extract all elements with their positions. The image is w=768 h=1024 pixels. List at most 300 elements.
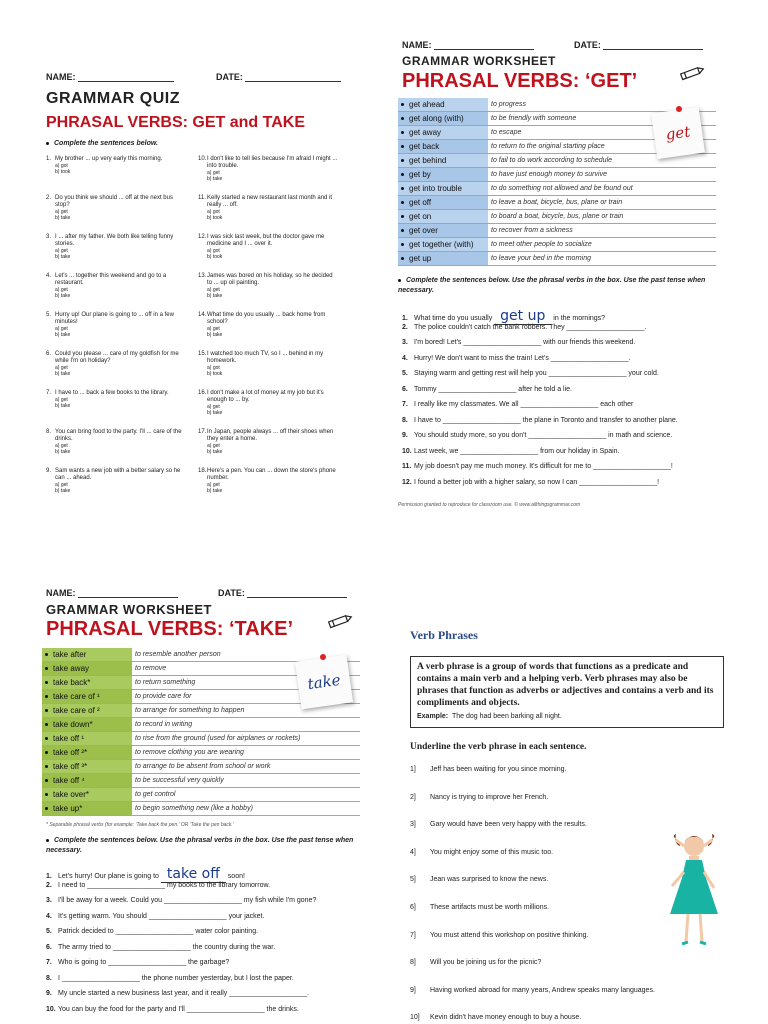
item-number: 2] [410,793,416,801]
phrasal-verb: take off ⁴ [53,776,85,785]
exercise-item [410,849,553,856]
table-row [398,168,716,182]
question-number: 3. [46,234,52,240]
table-row [42,802,360,816]
date-field [216,72,341,82]
option-b: b) take [207,332,223,338]
verb-cell [42,690,132,704]
phrasal-verb: take away [53,664,90,673]
worksheet-instructions: Complete the sentences below. Use the phrasal verbs in the box. Use the past tense when necessary. [46,837,354,854]
option-b: b) take [55,449,71,455]
question-text: Here's a pen. You can ... down the store's phone number. [207,468,336,481]
sentence-number: 7. [46,959,52,966]
sentence-number: 5. [402,370,408,377]
verb-cell [42,760,132,774]
option-b: b) take [55,293,71,299]
question-number: 7. [46,390,52,396]
pencil-icon [326,612,354,630]
sentence [402,324,646,331]
quiz-question [46,234,186,260]
option-b: b) took [207,254,223,260]
bullet-icon [45,765,48,768]
sentence [402,417,678,424]
option-a: a) got [207,248,220,254]
item-number: 10] [410,1014,420,1022]
exercise-item [410,904,549,911]
sentence-text: What time do you usually [414,315,495,322]
date-field [218,588,347,598]
quiz-question [198,351,338,377]
meaning-cell: to fail to do work according to schedule [488,154,716,168]
sentence [46,1006,299,1013]
phrasal-verb: get along (with) [409,114,464,123]
option-a: a) get [207,170,220,176]
sentence-text: The army tried to ____________________ the country during the war. [58,943,276,951]
meaning-cell: to escape [488,126,716,140]
option-b: b) took [207,371,223,377]
sentence-number: 4. [46,912,52,920]
phrasal-verb: get into trouble [409,184,462,193]
date-label: DATE: [218,588,245,598]
sentence-number: 7. [402,401,408,408]
meaning-cell: to be successful very quickly [132,774,360,788]
sentence [402,448,619,455]
take-worksheet-sheet [0,580,384,1024]
question-number: 12. [198,234,207,240]
phrasal-verb: get over [409,226,438,235]
question-number: 6. [46,351,52,357]
sentence-number: 9. [46,990,52,997]
item-text: Jean was surprised to know the news. [430,876,549,884]
exercise-item [410,766,566,773]
sentence-text: Hurry! We don't want to miss the train! Let's ____________________. [414,354,631,362]
question-text: Sam wants a new job with a better salary so he can ... ahead. [55,468,181,481]
handwritten-answer: take off [161,866,226,883]
verb-cell [398,252,488,266]
meaning-cell: to begin something new (like a hobby) [132,802,360,816]
option-b: b) take [207,176,223,182]
question-text: Could you please ... care of my goldfish for me while I'm on holiday? [55,351,179,364]
verb-cell [42,662,132,676]
quiz-subtitle: PHRASAL VERBS: GET and TAKE [46,114,305,131]
meaning-cell: to get control [132,788,360,802]
table-row [42,718,360,732]
option-a: a) get [55,482,68,488]
exercise-item [410,794,548,801]
question-number: 16. [198,390,207,396]
phrasal-verb: take off ³* [53,762,88,771]
option-a: a) get [55,326,68,332]
sentence [402,370,659,377]
phrasal-verb: take back* [53,678,91,687]
name-label: NAME: [46,588,76,598]
table-row [42,760,360,774]
quiz-question [46,351,186,377]
sentence-text: I'm bored! Let's ____________________ with our friends this weekend. [414,339,636,346]
option-a: a) get [55,287,68,293]
bullet-icon [45,737,48,740]
option-a: a) get [55,365,68,371]
option-b: b) take [55,371,71,377]
sentence-text: The police couldn't catch the bank robbers. They ____________________. [414,323,647,331]
quiz-question [198,468,338,494]
item-text: Nancy is trying to improve her French. [430,793,549,801]
bullet-icon [401,243,404,246]
question-text: In Japan, people always ... off their shoes when they enter a home. [207,429,334,442]
meaning-cell: to resemble another person [132,648,360,662]
bullet-icon [45,751,48,754]
sentence-text: My job doesn't pay me much money. It's difficult for me to ____________________! [414,463,673,470]
item-number: 9] [410,986,416,994]
question-text: James was bored on his holiday, so he decided to ... up oil painting. [207,273,333,286]
verb-cell [42,704,132,718]
quiz-question [198,273,338,299]
verb-cell [398,224,488,238]
definition-box [410,656,724,728]
sentence [402,386,572,393]
sentence [46,944,275,951]
handwritten-answer: get up [494,308,551,325]
option-a: a) got [55,163,68,169]
sentence-number: 4. [402,354,408,362]
question-number: 10. [198,156,207,162]
sentence-number: 9. [402,432,408,439]
option-a: a) get [207,326,220,332]
name-label: NAME: [402,40,432,50]
verb-cell [398,196,488,210]
sentence-number: 6. [402,385,408,393]
sentence-number: 5. [46,928,52,935]
question-text: I ... after my father. We both like telling funny stories. [55,234,174,247]
item-text: You might enjoy some of this music too. [430,848,554,856]
bullet-icon [45,709,48,712]
quiz-question [46,312,186,338]
bullet-icon [401,173,404,176]
sentence-number: 3. [402,339,408,346]
name-field [46,72,174,82]
item-number: 5] [410,876,416,884]
sentence [402,339,635,346]
sentence-text: You can buy the food for the party and I'll ____________________ the drinks. [58,1005,299,1013]
definition-text: A verb phrase is a group of words that functions as a predicate and contains a main verb and a helping verb. Verb phrases may also be phrases that function as adverbs or adjectives and contains a verb and its compliments and objects. [417,662,714,708]
meaning-cell: to record in writing [132,718,360,732]
sentence-number: 10. [46,1005,56,1013]
question-text: My brother ... up very early this morning. [55,156,163,162]
verb-cell [42,788,132,802]
item-number: 8] [410,959,416,967]
meaning-cell: to leave a boat, bicycle, bus, plane or train [488,196,716,210]
table-row [398,238,716,252]
exercise-item [410,932,589,939]
verb-cell [398,210,488,224]
phrasal-verb: take off ¹ [53,734,84,743]
table-row [398,252,716,266]
verb-cell [42,774,132,788]
item-text: You must attend this workshop on positive thinking. [430,931,589,939]
quiz-question [46,156,186,175]
phrasal-verb: get on [409,212,432,221]
sentence [402,479,659,486]
table-row [398,224,716,238]
option-a: a) get [207,404,220,410]
phrasal-verb: get behind [409,156,447,165]
table-row [42,774,360,788]
quiz-question [198,390,338,416]
bullet-icon [401,201,404,204]
quiz-question [46,468,186,494]
table-row [42,788,360,802]
sentence [402,401,633,408]
option-a: a) get [55,443,68,449]
bullet-icon [401,103,404,106]
sentence-text: I found a better job with a higher salary, so now I can ____________________! [414,478,660,486]
question-text: I was sick last week, but the doctor gave me medicine and I ... over it. [207,234,325,247]
table-row [42,732,360,746]
grammar-quiz-sheet [0,60,384,510]
option-b: b) take [55,488,71,494]
bullet-icon [401,145,404,148]
phrasal-verb: take care of ¹ [53,692,100,701]
question-text: Do you think we should ... off at the next bus stop? [55,195,173,208]
verb-cell [42,802,132,816]
sentence-text: I need to ____________________ my books to the library tomorrow. [58,881,271,889]
sentence-number: 8. [46,974,52,982]
item-number: 7] [410,931,416,939]
item-number: 3] [410,821,416,829]
sentence-text: Tommy ____________________ after he told a lie. [414,385,573,393]
question-number: 4. [46,273,52,279]
question-number: 9. [46,468,52,474]
phrasal-verb: take over* [53,790,90,799]
verb-phrases-sheet [384,620,768,1024]
get-worksheet-sheet [384,30,768,520]
verb-phrases-title: Verb Phrases [410,628,478,642]
option-b: b) take [207,410,223,416]
sentence-text: Last week, we ____________________ from our holiday in Spain. [414,447,620,455]
sentence-rest: in the mornings? [551,315,606,322]
girl-illustration [666,832,722,952]
option-b: b) take [55,215,71,221]
item-text: Will you be joining us for the picnic? [430,959,542,967]
worksheet-subtitle: PHRASAL VERBS: ‘TAKE’ [46,618,294,640]
sentence [402,463,673,470]
question-number: 11. [198,195,206,201]
name-field [402,40,534,50]
worksheet-subtitle: PHRASAL VERBS: ‘GET’ [402,70,638,92]
bullet-icon [45,723,48,726]
phrasal-verb: get together (with) [409,240,474,249]
option-a: a) get [55,209,68,215]
table-row [398,196,716,210]
sentence-text: My uncle started a new business last year, and it really ____________________. [58,990,310,997]
exercise-item [410,1014,581,1021]
question-text: I don't make a lot of money at my job but it's enough to ... by. [207,390,324,403]
meaning-cell: to do something not allowed and be found out [488,182,716,196]
bullet-icon [45,793,48,796]
quiz-question [198,429,338,455]
sentence-number: 1. [402,315,408,322]
option-b: b) took [55,169,71,175]
sentence-number: 6. [46,943,52,951]
meaning-cell: to board a boat, bicycle, bus, plane or train [488,210,716,224]
verb-cell [398,112,488,126]
verb-cell [398,238,488,252]
item-number: 1] [410,766,416,773]
sentence-text: I have to ____________________ the plane in Toronto and transfer to another plane. [414,416,678,424]
sentence [402,308,605,324]
sentence-number: 2. [46,881,52,889]
worksheet-title: GRAMMAR WORKSHEET [402,54,556,68]
date-label: DATE: [216,72,243,82]
get-sticky-note: get [651,107,705,159]
verb-cell [398,126,488,140]
option-a: a) get [55,397,68,403]
quiz-question [46,429,186,455]
table-row [398,98,716,112]
option-b: b) take [207,293,223,299]
phrasal-verb: take off ²* [53,748,88,757]
option-b: b) take [55,254,71,260]
meaning-cell: to arrange for something to happen [132,704,360,718]
item-number: 6] [410,904,416,911]
bullet-icon [45,779,48,782]
sentence-number: 11. [402,463,412,470]
question-number: 2. [46,195,52,201]
verb-cell [398,98,488,112]
item-number: 4] [410,848,416,856]
meaning-cell: to be friendly with someone [488,112,716,126]
option-a: a) get [207,287,220,293]
option-a: a) get [55,248,68,254]
verb-cell [398,140,488,154]
question-text: You can bring food to the party. I'll ... care of the drinks. [55,429,182,442]
sentence-text: I really like my classmates. We all ____________________ each other [414,401,634,408]
question-text: Kelly started a new restaurant last month and it really ... off. [207,195,333,208]
bullet-icon [45,807,48,810]
meaning-cell: to return something [132,676,360,690]
sentence [46,959,229,966]
verb-cell [42,648,132,662]
quiz-question [46,390,186,409]
sentence [402,355,631,362]
question-number: 18. [198,468,207,474]
sentence [46,882,270,889]
quiz-instructions: Complete the sentences below. [46,140,158,147]
pencil-icon [678,64,706,82]
separable-footnote: * Separable phrasal verbs (for example: 'Take back the pen.' OR 'Take the pen back.' [46,822,234,828]
meaning-cell: to provide care for [132,690,360,704]
name-field [46,588,178,598]
sentence-number: 10. [402,447,412,455]
meaning-cell: to remove clothing you are wearing [132,746,360,760]
phrasal-verb: take care of ² [53,706,100,715]
sentence-text: Who is going to ____________________ the garbage? [58,959,230,966]
sentence-number: 2. [402,323,408,331]
meaning-cell: to rise from the ground (used for airplanes or rockets) [132,732,360,746]
verb-cell [42,732,132,746]
question-number: 14. [198,312,207,318]
sentence [46,913,264,920]
question-text: I have to ... back a few books to the library. [55,390,169,396]
bullet-icon [401,117,404,120]
date-field [574,40,703,50]
sentence-text: Let's hurry! Our plane is going to [58,873,161,880]
verb-cell [42,676,132,690]
option-a: a) got [207,209,220,215]
question-number: 15. [198,351,207,357]
sentence-number: 3. [46,897,52,904]
sentence-text: Patrick decided to ____________________ water color painting. [58,928,259,935]
question-text: Let's ... together this weekend and go to a restaurant. [55,273,167,286]
sentence-number: 8. [402,416,408,424]
sentence-text: It's getting warm. You should ____________________ your jacket. [58,912,265,920]
option-b: b) take [207,449,223,455]
worksheet-title: GRAMMAR WORKSHEET [46,602,212,617]
meaning-cell: to have just enough money to survive [488,168,716,182]
bullet-icon [45,695,48,698]
sentence [46,866,245,882]
sentence-text: You should study more, so you don't ____________________ in math and science. [414,432,673,439]
meaning-cell: to arrange to be absent from school or work [132,760,360,774]
sentence [402,432,672,439]
name-label: NAME: [46,72,76,82]
table-row [398,210,716,224]
meaning-cell: to return to the original starting place [488,140,716,154]
question-number: 13. [198,273,207,279]
permission-note: Permission granted to reproduce for classroom use. © www.allthingsgrammar.com [398,502,581,508]
bullet-icon [401,215,404,218]
table-row [42,746,360,760]
underline-instruction: Underline the verb phrase in each sentence. [410,742,587,752]
bullet-icon [45,681,48,684]
exercise-item [410,959,541,966]
phrasal-verb: get by [409,170,431,179]
verb-cell [398,154,488,168]
sentence-number: 12. [402,478,412,486]
phrasal-verb: get up [409,254,432,263]
pushpin-icon [320,654,326,660]
sentence-text: Staying warm and getting rest will help you ____________________ your cold. [414,370,659,377]
sentence [46,928,258,935]
question-number: 8. [46,429,52,435]
option-a: a) get [207,443,220,449]
quiz-question [198,195,338,221]
date-label: DATE: [574,40,601,50]
phrasal-verb: get off [409,198,432,207]
sentence-text: I'll be away for a week. Could you ____________________ my fish while I'm gone? [58,897,317,904]
sentence [46,990,309,997]
sentence [46,897,316,904]
meaning-cell: to meet other people to socialize [488,238,716,252]
meaning-cell: to recover from a sickness [488,224,716,238]
option-b: b) took [207,215,223,221]
pushpin-icon [676,106,682,112]
quiz-title: GRAMMAR QUIZ [46,90,180,107]
sentence [46,975,294,982]
verb-cell [42,746,132,760]
bullet-icon [401,187,404,190]
take-sticky-note: take [295,655,353,710]
meaning-cell: to progress [488,98,716,112]
item-text: Having worked abroad for many years, Andrew speaks many languages. [430,986,655,994]
bullet-icon [401,131,404,134]
item-text: Gary would have been very happy with the results. [430,821,587,829]
phrasal-verb: take up* [53,804,83,813]
option-b: b) take [55,332,71,338]
meaning-cell: to leave your bed in the morning [488,252,716,266]
example-line: Example: The dog had been barking all night. [417,713,562,720]
phrasal-verb: take after [53,650,87,659]
